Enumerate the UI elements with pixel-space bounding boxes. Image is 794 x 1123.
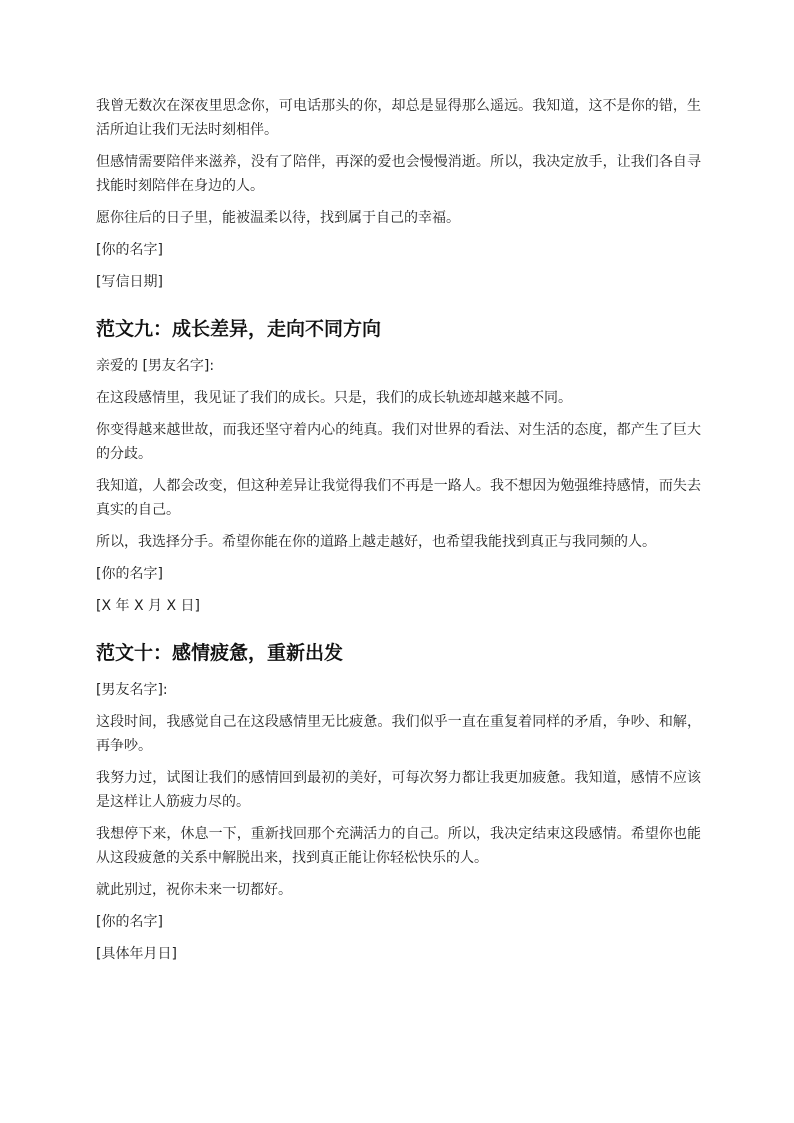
section-ten (96, 638, 701, 966)
section-nine (96, 314, 701, 618)
paragraph: 所以，我选择分手。希望你能在你的道路上越走越好，也希望我能找到真正与我同频的人。 (96, 534, 656, 550)
paragraph: 愿你往后的日子里，能被温柔以待，找到属于自己的幸福。 (96, 210, 460, 226)
paragraph: 我知道，人都会改变，但这种差异让我觉得我们不再是一路人。我不想因为勉强维持感情，而失去真实的自己。 (96, 478, 701, 518)
signature-date: [具体年月日] (96, 946, 177, 962)
intro-section (96, 94, 701, 294)
paragraph: 就此别过，祝你未来一切都好。 (96, 882, 292, 898)
section-heading: 范文十：感情疲惫，重新出发 (96, 642, 344, 664)
paragraph: 在这段感情里，我见证了我们的成长。只是，我们的成长轨迹却越来越不同。 (96, 390, 572, 406)
signature-date: [X 年 X 月 X 日] (96, 598, 200, 614)
signature-name: [你的名字] (96, 914, 163, 930)
paragraph: 这段时间，我感觉自己在这段感情里无比疲惫。我们似乎一直在重复着同样的矛盾，争吵、和解，再争吵。 (96, 714, 701, 754)
signature-name: [你的名字] (96, 566, 163, 582)
signature-date: [写信日期] (96, 274, 163, 290)
section-heading: 范文九：成长差异，走向不同方向 (96, 318, 382, 340)
document-page (96, 94, 701, 974)
paragraph: 我想停下来，休息一下，重新找回那个充满活力的自己。所以，我决定结束这段感情。希望你也能从这段疲惫的关系中解脱出来，找到真正能让你轻松快乐的人。 (96, 826, 701, 866)
paragraph: 你变得越来越世故，而我还坚守着内心的纯真。我们对世界的看法、对生活的态度，都产生了巨大的分歧。 (96, 422, 701, 462)
salutation: 亲爱的 [男友名字]: (96, 358, 215, 374)
paragraph: 我努力过，试图让我们的感情回到最初的美好，可每次努力都让我更加疲惫。我知道，感情不应该是这样让人筋疲力尽的。 (96, 770, 701, 810)
signature-name: [你的名字] (96, 242, 163, 258)
paragraph: 我曾无数次在深夜里思念你，可电话那头的你，却总是显得那么遥远。我知道，这不是你的错，生活所迫让我们无法时刻相伴。 (96, 98, 701, 138)
paragraph: 但感情需要陪伴来滋养，没有了陪伴，再深的爱也会慢慢消逝。所以，我决定放手，让我们各自寻找能时刻陪伴在身边的人。 (96, 154, 701, 194)
salutation: [男友名字]: (96, 682, 168, 698)
